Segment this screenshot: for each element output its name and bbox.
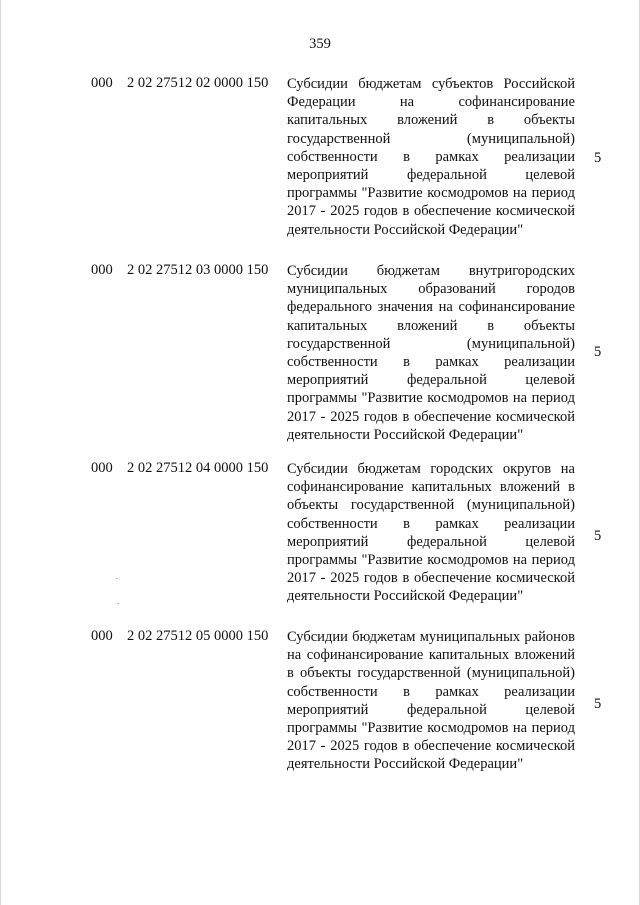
scan-speck — [116, 578, 118, 579]
admin-code: 000 — [91, 628, 113, 644]
admin-code: 000 — [91, 262, 113, 278]
amount-value: 5 — [594, 150, 602, 166]
budget-classification-code: 2 02 27512 03 0000 150 — [127, 262, 269, 278]
admin-code: 000 — [91, 75, 113, 91]
income-description: Субсидии бюджетам внутригородских муниципальных образований городов федерального значения на софинансирование капитальных вложений в объекты государственной (муниципальной) собственности в рамках реализации мероприятий федеральной целевой программы "Развитие космодромов на период 2017 - 2025 годов в обеспечение космической деятельности Российской Федерации" — [287, 263, 575, 443]
income-description: Субсидии бюджетам субъектов Российской Федерации на софинансирование капитальных вложений в объекты государственной (муниципальной) собственности в рамках реализации мероприятий федеральной целевой программы "Развитие космодромов на период 2017 - 2025 годов в обеспечение космической деятельности Российской Федерации" — [287, 76, 575, 238]
page-number: 359 — [309, 36, 331, 52]
amount-value: 5 — [594, 696, 602, 712]
budget-classification-code: 2 02 27512 02 0000 150 — [127, 75, 269, 91]
admin-code: 000 — [91, 460, 113, 476]
income-description: Субсидии бюджетам городских округов на софинансирование капитальных вложений в объекты государственной (муниципальной) собственности в рамках реализации мероприятий федеральной целевой программы "Развитие космодромов на период 2017 - 2025 годов в обеспечение космической деятельности Российской Федерации" — [287, 461, 575, 605]
income-description: Субсидии бюджетам муниципальных районов на софинансирование капитальных вложений в объекты государственной (муниципальной) собственности в рамках реализации мероприятий федеральной целевой программы "Развитие космодромов на период 2017 - 2025 годов в обеспечение космической деятельности Российской Федерации" — [287, 629, 575, 773]
amount-value: 5 — [594, 528, 602, 544]
budget-classification-code: 2 02 27512 04 0000 150 — [127, 460, 269, 476]
amount-value: 5 — [594, 344, 602, 360]
budget-classification-code: 2 02 27512 05 0000 150 — [127, 628, 269, 644]
scan-speck — [117, 603, 119, 604]
